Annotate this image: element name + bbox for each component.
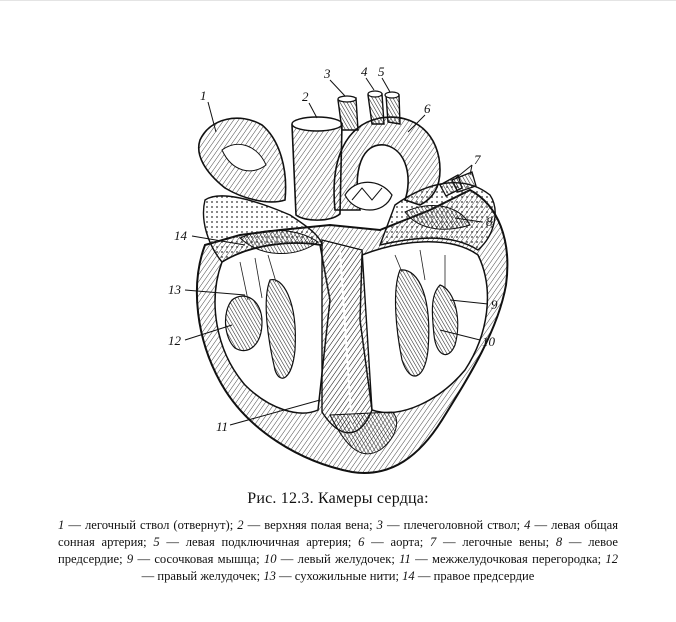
- label-4: 4: [361, 64, 368, 79]
- label-9: 9: [491, 297, 498, 312]
- legend-item: 8 — левое предсердие;: [58, 535, 618, 566]
- legend-item: 2 — верхняя полая вена;: [237, 518, 377, 532]
- legend-item: 6 — аорта;: [358, 535, 430, 549]
- legend-item: 11 — межжелудочковая перегородка;: [399, 552, 606, 566]
- label-5: 5: [378, 64, 385, 79]
- legend-item: 10 — левый желудочек;: [263, 552, 400, 566]
- legend-item: 3 — плечеголовной ствол;: [376, 518, 525, 532]
- legend-item: 1 — легочный ствол (отвернут);: [58, 518, 238, 532]
- label-10: 10: [482, 334, 495, 349]
- figure-legend: [58, 517, 618, 585]
- legend-item: 13 — сухожильные нити;: [263, 569, 403, 583]
- label-2: 2: [302, 89, 309, 104]
- legend-item: 4 — левая общая сонная артерия;: [58, 518, 618, 549]
- label-14: 14: [174, 228, 187, 243]
- legend-item: 5 — левая подключичная артерия;: [153, 535, 359, 549]
- label-7: 7: [474, 152, 481, 167]
- legend-item: 9 — сосочковая мышца;: [126, 552, 264, 566]
- label-8: 8: [486, 214, 493, 229]
- legend-item: 12 — правый желудочек;: [141, 552, 618, 583]
- label-6: 6: [424, 101, 431, 116]
- legend-item: 14 — правое предсердие: [402, 569, 535, 583]
- figure-caption-title: Рис. 12.3. Камеры сердца:: [247, 490, 429, 507]
- label-12: 12: [168, 333, 181, 348]
- label-3: 3: [324, 66, 331, 81]
- label-11: 11: [216, 419, 229, 434]
- label-1: 1: [200, 88, 207, 103]
- legend-item: 7 — легочные вены;: [430, 535, 556, 549]
- label-13: 13: [168, 282, 181, 297]
